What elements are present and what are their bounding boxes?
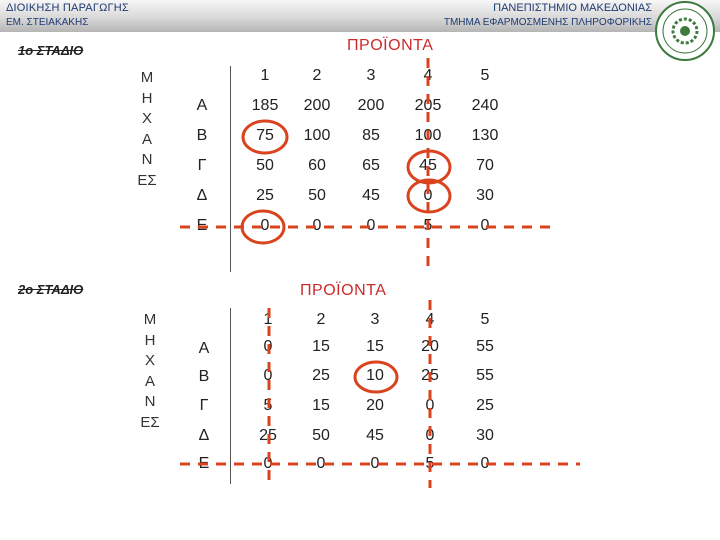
table-cell: 15 [312,338,330,355]
machines-letter: Α [144,372,155,390]
row-label: Γ [197,157,207,174]
table-cell: 85 [362,127,380,144]
table-cell: 55 [476,367,494,384]
table-cell: 0 [260,217,270,234]
column-header: 3 [366,67,376,84]
table-cell: 50 [312,427,330,444]
table-cell: 25 [421,367,439,384]
stage-2-label: 2ο ΣΤΑΔΙΟ [18,282,84,297]
machines-letter: Μ [143,311,157,328]
column-header: 1 [260,67,270,84]
table-cell: 0 [370,455,380,472]
machines-letter: ΕΣ [137,171,157,189]
column-header: 5 [480,67,490,84]
table-cell: 0 [425,397,435,414]
table-cell: 15 [312,397,330,414]
table-cell: 55 [476,338,494,355]
table-cell: 20 [421,338,439,355]
machines-letter: Ν [144,393,156,410]
machines-letter: Χ [144,352,155,369]
column-header: 2 [312,67,322,84]
row-label: Ε [196,217,208,234]
table-cell: 30 [476,187,494,204]
column-header: 1 [263,311,273,328]
table-cell: 20 [366,397,384,414]
table-cell: 60 [308,157,326,174]
table-cell: 100 [303,127,331,144]
table-cell: 25 [256,187,274,204]
machines-letter: Α [141,130,152,148]
row-label: Β [196,127,208,144]
table-cell: 0 [425,427,435,444]
machines-letter: Η [141,89,153,107]
table-cell: 15 [366,338,384,355]
table-cell: 100 [414,127,442,144]
row-label: Δ [196,187,208,204]
table-cell: 5 [425,455,435,472]
table-cell: 185 [251,97,279,114]
table-cell: 0 [423,187,433,204]
table-cell: 45 [419,157,437,174]
column-header: 4 [423,67,433,84]
row-label: Γ [199,397,209,414]
table-cell: 130 [471,127,499,144]
column-header: 5 [480,311,490,328]
row-label: Β [198,368,210,385]
table-cell: 70 [476,157,494,174]
zero-circle-mark [243,121,287,153]
table-cell: 5 [423,217,433,234]
stage-2-products-title: ΠΡΟΪΟΝΤΑ [300,282,387,299]
table-cell: 0 [263,455,273,472]
table-cell: 75 [256,127,274,144]
row-label: Α [198,340,210,357]
machines-letter: Η [144,331,156,349]
table-cell: 65 [362,157,380,174]
table-cell: 0 [263,338,273,355]
table-cell: 10 [366,367,384,384]
table-cell: 30 [476,427,494,444]
table-cell: 240 [471,97,499,114]
table-cell: 25 [476,397,494,414]
table-cell: 50 [256,157,274,174]
stage-1-label: 1ο ΣΤΑΔΙΟ [18,43,84,58]
machines-letter: Ν [141,151,153,168]
table-cell: 25 [312,367,330,384]
table-cell: 45 [366,427,384,444]
table-cell: 0 [263,367,273,384]
table-cell: 5 [263,397,273,414]
table-cell: 200 [357,97,385,114]
table-cell: 0 [480,455,490,472]
table-cell: 200 [303,97,331,114]
table-cell: 205 [414,97,442,114]
author-name: ΕΜ. ΣΤΕΙΑΚΑΚΗΣ [6,17,89,28]
table-cell: 25 [259,427,277,444]
table-cell: 50 [308,187,326,204]
table-cell: 0 [366,217,376,234]
course-title: ΔΙΟΙΚΗΣΗ ΠΑΡΑΓΩΓΗΣ [6,2,129,14]
stage-1-products-title: ΠΡΟΪΟΝΤΑ [347,37,434,54]
table-cell: 45 [362,187,380,204]
department-name: ΤΜΗΜΑ ΕΦΑΡΜΟΣΜΕΝΗΣ ΠΛΗΡΟΦΟΡΙΚΗΣ [443,17,652,28]
row-label: Α [196,97,208,114]
zero-circle-mark [355,362,397,392]
machines-letter: Μ [140,69,154,86]
table-cell: 0 [480,217,490,234]
university-name: ΠΑΝΕΠΙΣΤΗΜΙΟ ΜΑΚΕΔΟΝΙΑΣ [493,2,652,14]
table-cell: 0 [316,455,326,472]
column-header: 2 [316,311,326,328]
column-header: 4 [425,311,435,328]
row-label: Δ [198,427,210,444]
row-label: Ε [198,455,210,472]
machines-letter: Χ [141,110,152,127]
machines-letter: ΕΣ [140,413,160,431]
column-header: 3 [370,311,380,328]
table-cell: 0 [312,217,322,234]
